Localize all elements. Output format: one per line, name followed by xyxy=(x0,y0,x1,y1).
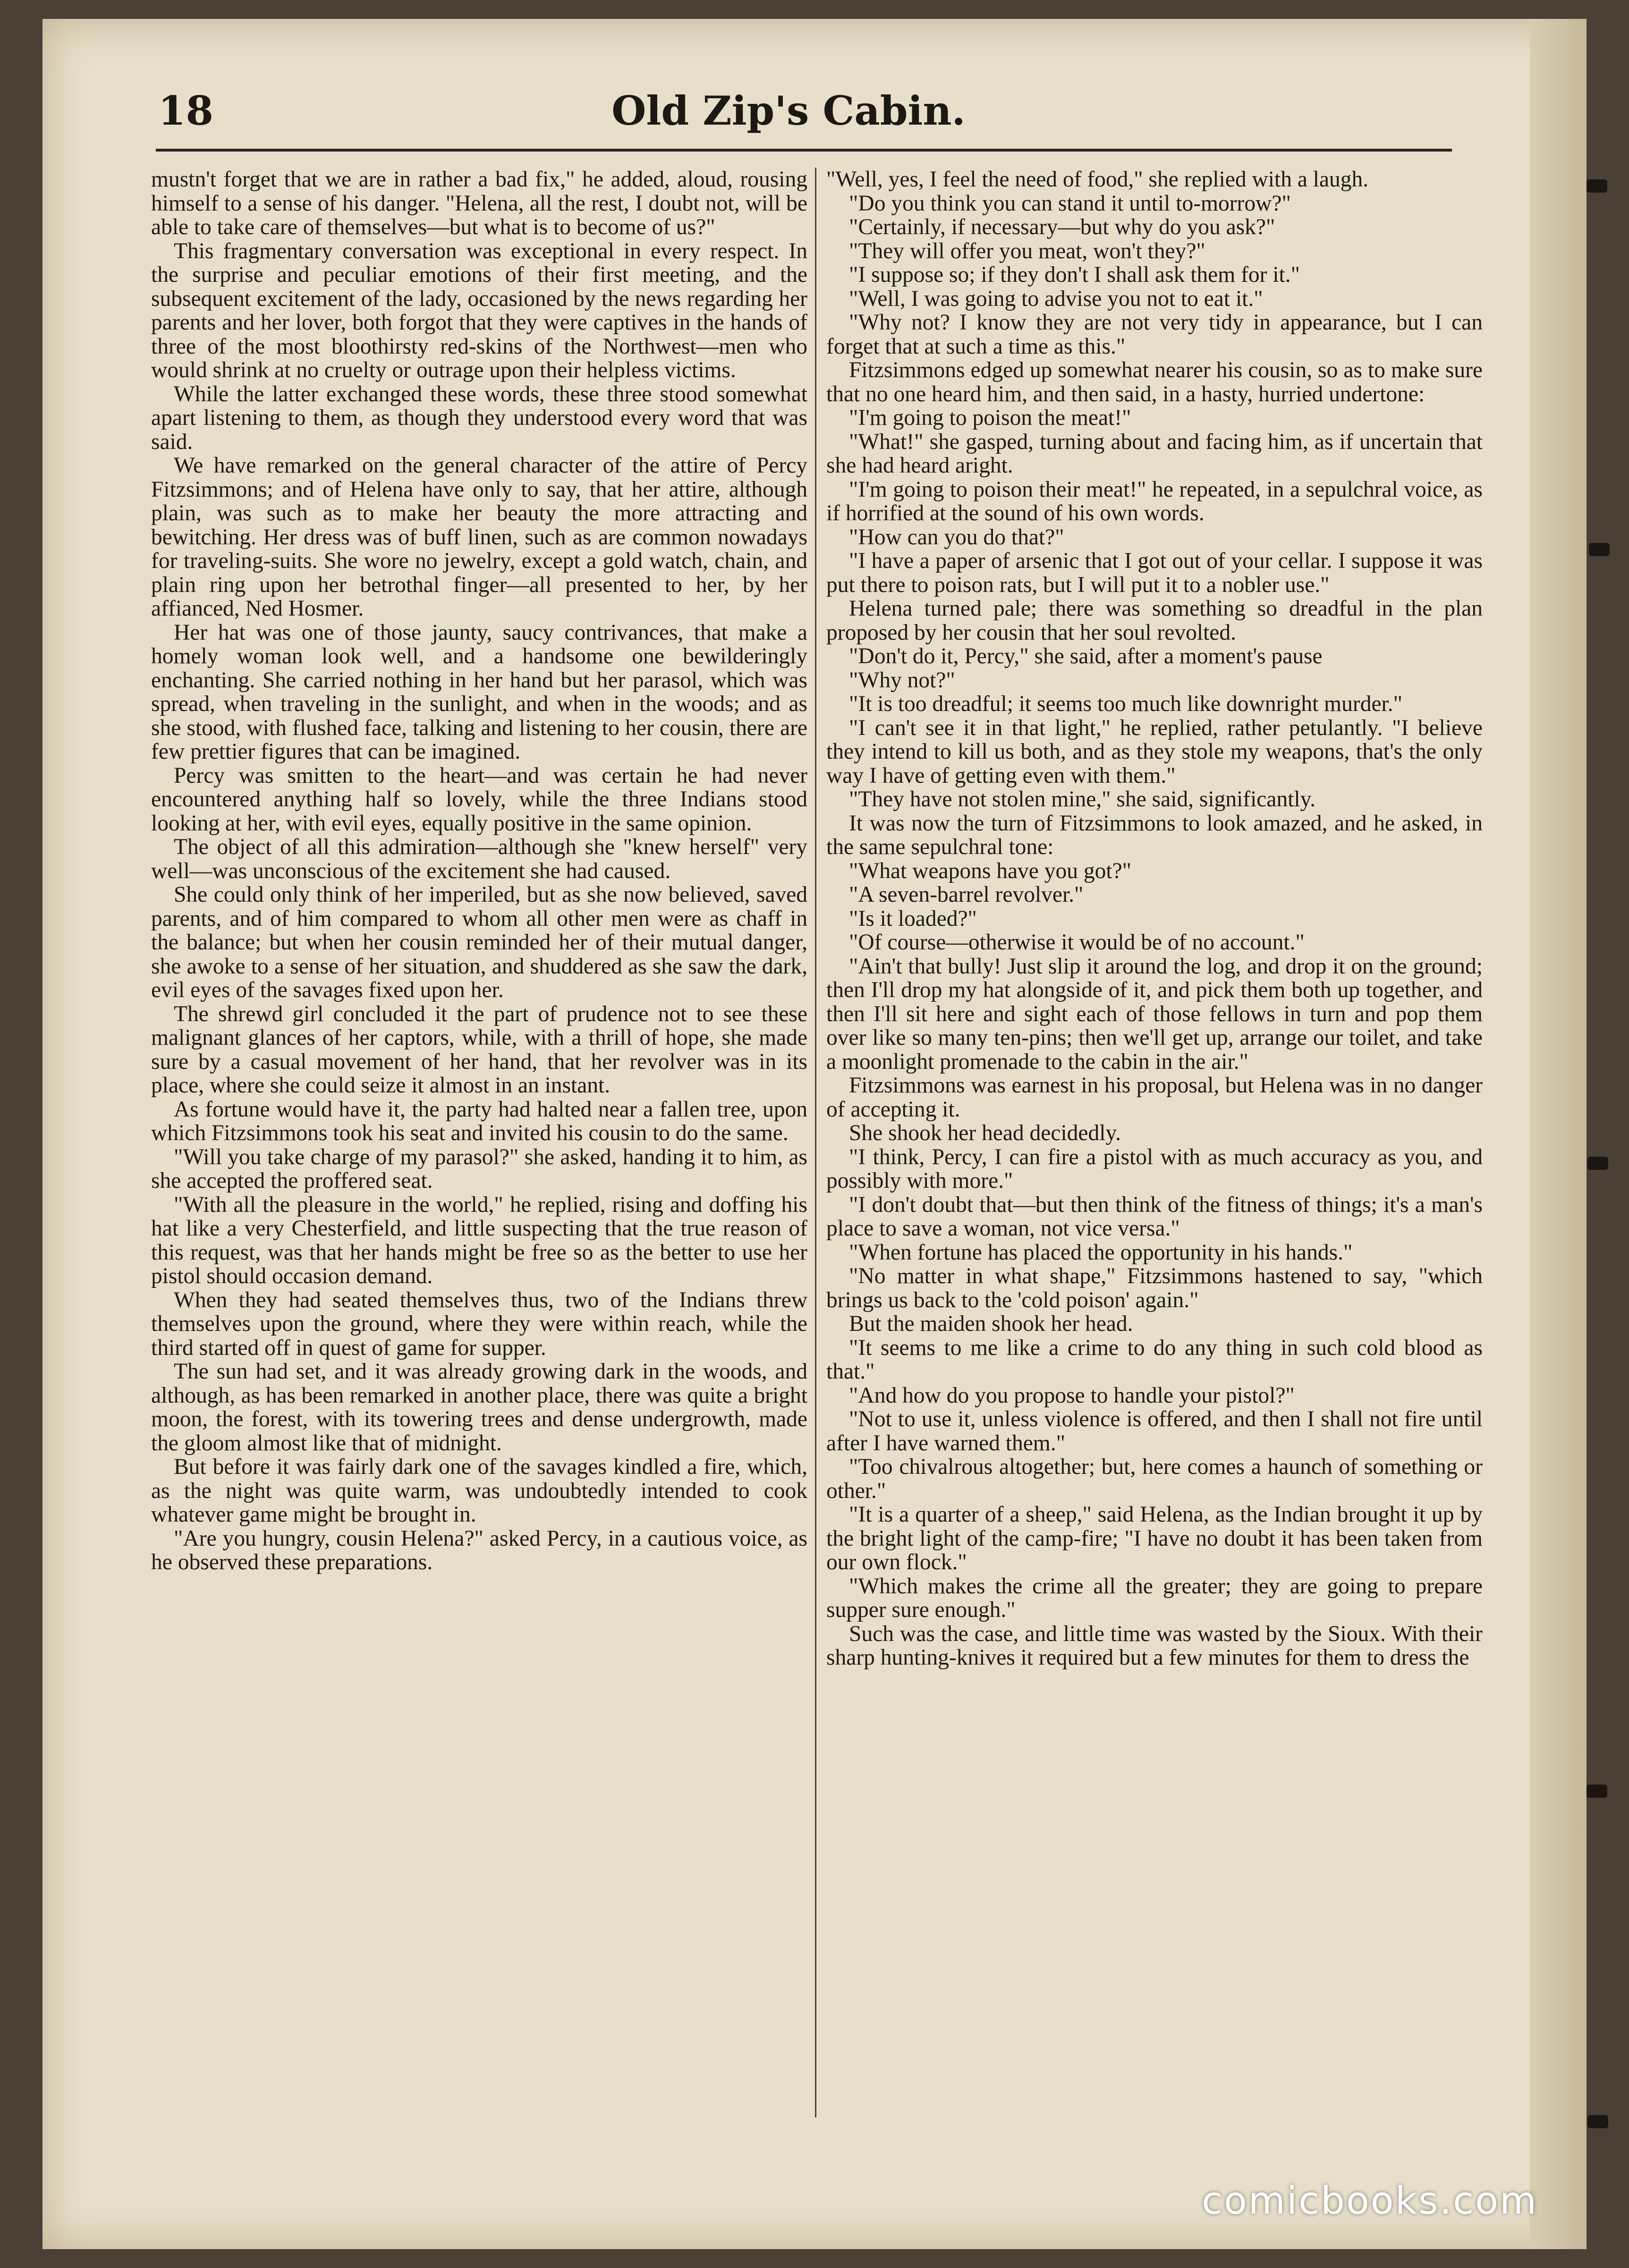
paragraph: "It seems to me like a crime to do any thing in such cold blood as that." xyxy=(826,1335,1483,1384)
paragraph: "And how do you propose to handle your pistol?" xyxy=(849,1383,1295,1408)
paragraph: She could only think of her imperiled, but as she now believed, saved parents, and of him compared to whom all other men were as chaff in the balance; but when her cousin reminded her of their mutual danger, she awoke to a sense of her situation, and shuddered as she saw the dark, evil eyes of the savages fixed upon her. xyxy=(151,882,807,1002)
page-edge xyxy=(1530,19,1587,2249)
paragraph: "What!" she gasped, turning about and facing him, as if uncertain that she had heard aright. xyxy=(826,429,1483,478)
paragraph: "Well, yes, I feel the need of food," she replied with a laugh. xyxy=(826,167,1369,192)
paragraph: "Why not?" xyxy=(849,668,955,693)
paragraph: "How can you do that?" xyxy=(849,525,1064,550)
paragraph: This fragmentary conversation was exceptional in every respect. In the surprise and peculiar emotions of their first meeting, and the subsequent excitement of the lady, occasioned by the news regarding her parents and her lover, both forgot that they were captives in the hands of three of the most bloothirsty red-skins of the Northwest—men who would shrink at no cruelty or outrage upon their helpless victims. xyxy=(151,238,807,382)
paragraph: The shrewd girl concluded it the part of prudence not to see these malignant glances of her captors, while, with a thrill of hope, she made sure by a casual movement of her hand, that her revolver was in its place, where she could seize it almost in an instant. xyxy=(151,1001,807,1098)
watermark: comicbooks.com xyxy=(1202,2179,1538,2223)
paragraph: "Too chivalrous altogether; but, here comes a haunch of something or other." xyxy=(826,1455,1483,1503)
paragraph: "Why not? I know they are not very tidy in appearance, but I can forget that at such a time as this." xyxy=(826,310,1483,359)
paragraph: "I can't see it in that light," he replied, rather petulantly. "I believe they intend to kill us both, and as they stole my weapons, that's the only way I have of getting even with them." xyxy=(826,715,1483,788)
running-title: Old Zip's Cabin. xyxy=(611,87,966,134)
paragraph: It was now the turn of Fitzsimmons to look amazed, and he asked, in the same sepulchral tone: xyxy=(826,811,1483,859)
paragraph: "It is too dreadful; it seems too much like downright murder." xyxy=(849,692,1402,716)
paragraph: "Well, I was going to advise you not to eat it." xyxy=(849,286,1263,311)
paragraph: "I think, Percy, I can fire a pistol with as much accuracy as you, and possibly with more." xyxy=(826,1144,1483,1193)
paragraph: Helena turned pale; there was something so dreadful in the plan proposed by her cousin that her soul revolted. xyxy=(826,596,1483,645)
header-rule xyxy=(156,149,1452,152)
page-number: 18 xyxy=(158,87,213,134)
paragraph: We have remarked on the general character of the attire of Percy Fitzsimmons; and of Helena have only to say, that her attire, although plain, was such as to make her beauty the more attracting and bewitching. Her dress was of buff linen, such as are common nowadays for traveling-suits. She wore no jewelry, except a gold watch, chain, and plain ring upon her betrothal finger—all presented to her, by her affianced, Ned Hosmer. xyxy=(151,453,807,621)
paragraph: The object of all this admiration—although she "knew herself" very well—was unconscious of the excitement she had caused. xyxy=(151,835,807,883)
paragraph: But before it was fairly dark one of the savages kindled a fire, which, as the night was quite warm, was undoubtedly intended to cook whatever game might be brought in. xyxy=(151,1455,807,1527)
paragraph: "Will you take charge of my parasol?" she asked, handing it to him, as she accepted the proffered seat. xyxy=(151,1144,807,1193)
paragraph: "Which makes the crime all the greater; they are going to prepare supper sure enough." xyxy=(826,1574,1483,1622)
paragraph: Her hat was one of those jaunty, saucy contrivances, that make a homely woman look well, and a handsome one bewilderingly enchanting. She carried nothing in her hand but her parasol, which was spread, when traveling in the sunlight, and when in the woods; and as she stood, with flushed face, talking and listening to her cousin, there are few prettier figures that can be imagined. xyxy=(151,620,807,764)
paragraph: "I suppose so; if they don't I shall ask them for it." xyxy=(849,262,1300,287)
binding-mark xyxy=(1587,1157,1608,1170)
binding-mark xyxy=(1589,543,1610,556)
paragraph: Fitzsimmons edged up somewhat nearer his cousin, so as to make sure that no one heard him, and then said, in a hasty, hurried undertone: xyxy=(826,358,1483,406)
paragraph: "When fortune has placed the opportunity in his hands." xyxy=(849,1240,1353,1265)
paragraph: "With all the pleasure in the world," he replied, rising and doffing his hat like a very Chesterfield, and little suspecting that the true reason of this request, was that her hands might be free so as the better to use her pistol should occasion demand. xyxy=(151,1192,807,1288)
paragraph: Percy was smitten to the heart—and was certain he had never encountered anything half so lovely, while the three Indians stood looking at her, with evil eyes, equally positive in the same opinion. xyxy=(151,763,807,836)
paragraph: "I don't doubt that—but then think of the fitness of things; it's a man's place to save a woman, not vice versa." xyxy=(826,1192,1483,1241)
column-divider xyxy=(815,168,816,2117)
paragraph: "Of course—otherwise it would be of no account." xyxy=(849,930,1305,955)
paragraph: "No matter in what shape," Fitzsimmons hastened to say, "which brings us back to the 'cold poison' again." xyxy=(826,1264,1483,1312)
paragraph: When they had seated themselves thus, two of the Indians threw themselves upon the ground, where they were within reach, while the third started off in quest of game for supper. xyxy=(151,1287,807,1360)
paragraph: "Are you hungry, cousin Helena?" asked Percy, in a cautious voice, as he observed these preparations. xyxy=(151,1526,807,1574)
paragraph: Such was the case, and little time was wasted by the Sioux. With their sharp hunting-knives it required but a few minutes for them to dress the xyxy=(826,1621,1483,1670)
paragraph: "A seven-barrel revolver." xyxy=(849,882,1084,907)
paragraph: "Don't do it, Percy," she said, after a moment's pause xyxy=(849,644,1323,669)
paragraph: "They will offer you meat, won't they?" xyxy=(849,238,1205,263)
left-column xyxy=(151,168,807,1574)
paragraph: "Not to use it, unless violence is offered, and then I shall not fire until after I have warned them." xyxy=(826,1407,1483,1456)
paragraph: But the maiden shook her head. xyxy=(849,1312,1133,1336)
binding-mark xyxy=(1587,2115,1608,2128)
paragraph: The sun had set, and it was already growing dark in the woods, and although, as has been remarked in another place, there was quite a bright moon, the forest, with its towering trees and dense undergrowth, made the gloom almost like that of midnight. xyxy=(151,1359,807,1456)
paragraph: "Do you think you can stand it until to-morrow?" xyxy=(849,191,1291,216)
paragraph: As fortune would have it, the party had halted near a fallen tree, upon which Fitzsimmons took his seat and invited his cousin to do the same. xyxy=(151,1097,807,1145)
right-column xyxy=(826,168,1483,1670)
paragraph: "It is a quarter of a sheep," said Helena, as the Indian brought it up by the bright light of the camp-fire; "I have no doubt it has been taken from our own flock." xyxy=(826,1502,1483,1574)
paragraph: "What weapons have you got?" xyxy=(849,858,1132,883)
paragraph: "I have a paper of arsenic that I got out of your cellar. I suppose it was put there to poison rats, but I will put it to a nobler use." xyxy=(826,549,1483,597)
paragraph: "I'm going to poison their meat!" he repeated, in a sepulchral voice, as if horrified at the sound of his own words. xyxy=(826,477,1483,525)
paragraph: mustn't forget that we are in rather a bad fix," he added, aloud, rousing himself to a sense of his danger. "Helena, all the rest, I doubt not, will be able to take care of themselves—but what is to become of us?" xyxy=(151,167,807,239)
paragraph: "Ain't that bully! Just slip it around the log, and drop it on the ground; then I'll drop my hat alongside of it, and pick them both up together, and then I'll sit here and sight each of those fellows in turn and pop them over like so many ten-pins; then we'll get up, arrange our toilet, and take a moonlight promenade to the cabin in the air." xyxy=(826,954,1483,1074)
paragraph: "They have not stolen mine," she said, significantly. xyxy=(849,787,1316,812)
paragraph: While the latter exchanged these words, these three stood somewhat apart listening to them, as though they understood every word that was said. xyxy=(151,381,807,454)
page-header xyxy=(113,83,1464,149)
paragraph: "I'm going to poison the meat!" xyxy=(849,406,1131,430)
binding-mark xyxy=(1587,179,1607,193)
binding-mark xyxy=(1587,1785,1607,1798)
paragraph: Fitzsimmons was earnest in his proposal, but Helena was in no danger of accepting it. xyxy=(826,1073,1483,1122)
paragraph: She shook her head decidedly. xyxy=(849,1121,1121,1145)
paragraph: "Is it loaded?" xyxy=(849,906,977,931)
paragraph: "Certainly, if necessary—but why do you ask?" xyxy=(849,215,1275,239)
